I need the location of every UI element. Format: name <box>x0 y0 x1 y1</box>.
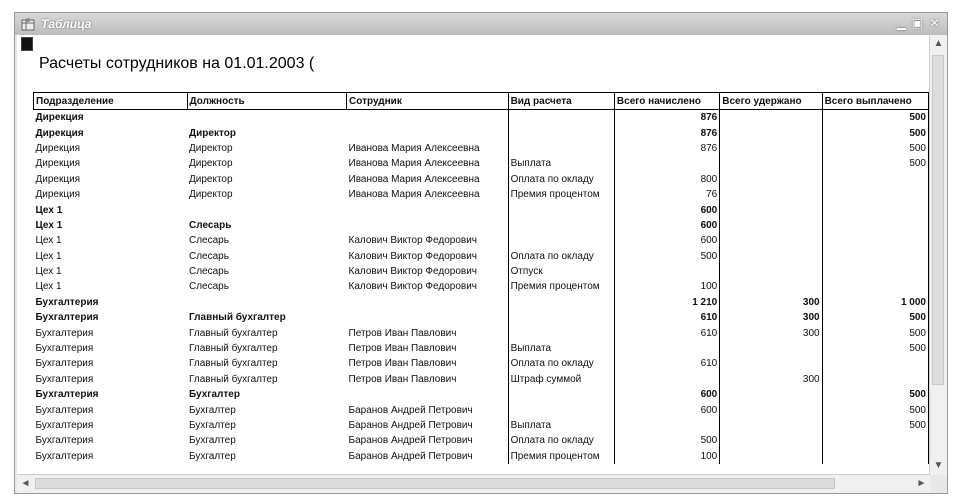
cell-total-paid[interactable]: 1 000 <box>822 295 928 310</box>
table-row[interactable] <box>34 156 929 171</box>
title-bar[interactable] <box>15 13 947 35</box>
cell-position[interactable]: Главный бухгалтер <box>189 373 278 385</box>
table-row[interactable] <box>34 418 929 433</box>
cell-employee[interactable]: Петров Иван Павлович <box>347 372 509 387</box>
cell-position[interactable]: Слесарь <box>189 266 229 278</box>
cell-total-accrued[interactable]: 100 <box>614 279 719 294</box>
report-window <box>14 12 948 494</box>
cell-total-accrued[interactable]: 600 <box>614 202 719 217</box>
cell-calc-type[interactable]: Выплата <box>508 341 614 356</box>
col-header-calc-type[interactable]: Вид расчета <box>508 93 614 110</box>
cell-position[interactable] <box>187 202 347 217</box>
cell-employee[interactable]: Иванова Мария Алексеевна <box>347 187 509 202</box>
table-row[interactable] <box>34 264 929 279</box>
cell-position[interactable]: Бухгалтер <box>189 420 236 431</box>
cell-calc-type[interactable]: Штраф суммой <box>508 372 614 387</box>
report-table <box>33 92 929 464</box>
cell-total-accrued[interactable] <box>614 418 719 433</box>
cell-position[interactable]: Директор <box>189 158 233 170</box>
cell-department[interactable]: Бухгалтерия <box>35 373 94 385</box>
cell-calc-type[interactable] <box>508 110 614 126</box>
cell-employee[interactable]: Петров Иван Павлович <box>347 325 509 340</box>
cell-total-withheld[interactable] <box>720 356 822 371</box>
cell-employee[interactable] <box>347 125 509 140</box>
vertical-scroll-thumb[interactable] <box>932 55 944 385</box>
cell-employee[interactable]: Баранов Андрей Петрович <box>347 402 509 417</box>
cell-calc-type[interactable] <box>508 310 614 325</box>
cell-total-accrued[interactable]: 100 <box>614 449 719 464</box>
cell-total-withheld[interactable] <box>720 202 822 217</box>
col-header-total-withheld[interactable]: Всего удержано <box>720 93 822 110</box>
cell-total-withheld[interactable] <box>720 418 822 433</box>
cell-total-accrued[interactable]: 610 <box>614 310 719 325</box>
report-title: Расчеты сотрудников на 01.01.2003 ( <box>39 55 315 72</box>
scroll-up-icon[interactable]: ▲ <box>933 38 944 49</box>
cell-total-withheld[interactable] <box>720 172 822 187</box>
table-row[interactable] <box>34 218 929 233</box>
cell-position[interactable]: Главный бухгалтер <box>189 343 278 355</box>
report-area <box>17 35 930 475</box>
cell-total-paid[interactable] <box>822 279 928 294</box>
cell-total-paid[interactable] <box>822 187 928 202</box>
cell-calc-type[interactable] <box>508 202 614 217</box>
cell-position[interactable]: Директор <box>189 142 233 154</box>
cell-total-paid[interactable]: 500 <box>822 387 928 402</box>
cell-department[interactable]: Бухгалтерия <box>35 450 94 462</box>
cell-total-withheld[interactable]: 300 <box>720 310 822 325</box>
table-row[interactable] <box>34 356 929 371</box>
cell-department[interactable]: Бухгалтерия <box>35 404 94 416</box>
cell-department[interactable]: Дирекция <box>35 189 81 201</box>
cell-total-withheld[interactable]: 300 <box>720 372 822 387</box>
cell-department[interactable]: Бухгалтерия <box>35 358 94 370</box>
cell-total-accrued[interactable] <box>614 372 719 387</box>
cell-department[interactable]: Дирекция <box>35 173 81 185</box>
cell-employee[interactable]: Калович Виктор Федорович <box>347 279 509 294</box>
cell-position[interactable]: Директор <box>189 173 233 185</box>
horizontal-scroll-thumb[interactable] <box>35 478 835 489</box>
cell-total-withheld[interactable] <box>720 387 822 402</box>
cell-position[interactable]: Бухгалтер <box>189 435 236 447</box>
cell-total-paid[interactable] <box>822 264 928 279</box>
cell-total-accrued[interactable]: 1 210 <box>614 295 719 310</box>
col-header-total-accrued[interactable]: Всего начислено <box>614 93 719 110</box>
cell-department[interactable]: Бухгалтерия <box>35 296 99 308</box>
cell-employee[interactable]: Баранов Андрей Петрович <box>347 449 509 464</box>
close-icon[interactable]: ✕ <box>929 16 940 30</box>
cell-position[interactable]: Главный бухгалтер <box>189 358 278 370</box>
horizontal-scrollbar[interactable] <box>17 474 930 493</box>
select-all-corner[interactable] <box>21 37 33 51</box>
cell-calc-type[interactable] <box>508 295 614 310</box>
cell-total-accrued[interactable]: 610 <box>614 356 719 371</box>
table-row[interactable] <box>34 172 929 187</box>
table-row[interactable] <box>34 433 929 448</box>
cell-total-paid[interactable] <box>822 172 928 187</box>
cell-total-accrued[interactable]: 76 <box>614 187 719 202</box>
scroll-right-icon[interactable]: ► <box>916 478 927 489</box>
cell-position[interactable]: Директор <box>189 127 236 139</box>
cell-total-paid[interactable] <box>822 233 928 248</box>
cell-total-withheld[interactable] <box>720 402 822 417</box>
cell-department[interactable]: Цех 1 <box>35 281 62 293</box>
cell-department[interactable]: Цех 1 <box>35 219 63 231</box>
cell-calc-type[interactable]: Оплата по окладу <box>508 356 614 371</box>
cell-department[interactable]: Дирекция <box>35 158 81 170</box>
table-row[interactable] <box>34 125 929 140</box>
scroll-down-icon[interactable]: ▼ <box>933 460 944 471</box>
cell-calc-type[interactable]: Оплата по окладу <box>508 249 614 264</box>
cell-position[interactable]: Бухгалтер <box>189 389 240 401</box>
cell-total-paid[interactable] <box>822 449 928 464</box>
col-header-total-paid[interactable]: Всего выплачено <box>822 93 928 110</box>
cell-total-paid[interactable]: 500 <box>822 141 928 156</box>
cell-employee[interactable] <box>347 295 509 310</box>
cell-employee[interactable] <box>347 202 509 217</box>
cell-department[interactable]: Бухгалтерия <box>35 343 94 355</box>
cell-total-paid[interactable]: 500 <box>822 156 928 171</box>
window-title: Таблица <box>41 17 92 31</box>
cell-total-paid[interactable]: 500 <box>822 418 928 433</box>
cell-calc-type[interactable]: Премия процентом <box>508 449 614 464</box>
cell-total-accrued[interactable]: 600 <box>614 387 719 402</box>
cell-department[interactable]: Цех 1 <box>35 204 63 216</box>
cell-total-accrued[interactable]: 800 <box>614 172 719 187</box>
cell-total-paid[interactable] <box>822 433 928 448</box>
cell-total-withheld[interactable] <box>720 141 822 156</box>
cell-employee[interactable] <box>347 110 509 126</box>
table-row[interactable] <box>34 202 929 217</box>
table-row[interactable] <box>34 325 929 340</box>
cell-department[interactable]: Цех 1 <box>35 235 62 247</box>
cell-total-accrued[interactable]: 610 <box>614 325 719 340</box>
table-row[interactable] <box>34 387 929 402</box>
cell-department[interactable]: Дирекция <box>35 127 84 139</box>
cell-position[interactable]: Слесарь <box>189 281 229 293</box>
cell-total-accrued[interactable] <box>614 264 719 279</box>
table-row[interactable] <box>34 279 929 294</box>
table-row[interactable] <box>34 449 929 464</box>
cell-employee[interactable]: Петров Иван Павлович <box>347 356 509 371</box>
table-app-icon <box>21 17 35 31</box>
cell-total-withheld[interactable] <box>720 125 822 140</box>
cell-calc-type[interactable]: Отпуск <box>508 264 614 279</box>
cell-employee[interactable]: Калович Виктор Федорович <box>347 233 509 248</box>
cell-calc-type[interactable] <box>508 325 614 340</box>
table-row[interactable] <box>34 249 929 264</box>
cell-employee[interactable]: Калович Виктор Федорович <box>347 249 509 264</box>
cell-calc-type[interactable]: Выплата <box>508 156 614 171</box>
cell-total-accrued[interactable] <box>614 341 719 356</box>
cell-total-withheld[interactable] <box>720 249 822 264</box>
cell-total-accrued[interactable]: 500 <box>614 433 719 448</box>
cell-total-paid[interactable] <box>822 218 928 233</box>
cell-department[interactable]: Бухгалтерия <box>35 327 94 339</box>
cell-calc-type[interactable] <box>508 402 614 417</box>
cell-employee[interactable]: Петров Иван Павлович <box>347 341 509 356</box>
cell-employee[interactable] <box>347 387 509 402</box>
cell-calc-type[interactable] <box>508 387 614 402</box>
table-header-row <box>34 93 929 110</box>
cell-department[interactable]: Бухгалтерия <box>35 312 99 324</box>
cell-total-withheld[interactable] <box>720 279 822 294</box>
cell-calc-type[interactable] <box>508 218 614 233</box>
cell-total-withheld[interactable] <box>720 218 822 233</box>
cell-department[interactable]: Дирекция <box>35 142 81 154</box>
cell-department[interactable]: Дирекция <box>35 112 84 124</box>
cell-total-paid[interactable] <box>822 202 928 217</box>
table-row[interactable] <box>34 295 929 310</box>
cell-total-paid[interactable]: 500 <box>822 341 928 356</box>
cell-employee[interactable] <box>347 218 509 233</box>
cell-total-withheld[interactable]: 300 <box>720 295 822 310</box>
cell-total-paid[interactable] <box>822 356 928 371</box>
cell-calc-type[interactable]: Оплата по окладу <box>508 172 614 187</box>
cell-department[interactable]: Цех 1 <box>35 250 62 262</box>
table-row[interactable] <box>34 341 929 356</box>
cell-employee[interactable]: Иванова Мария Алексеевна <box>347 156 509 171</box>
cell-employee[interactable] <box>347 310 509 325</box>
cell-calc-type[interactable] <box>508 125 614 140</box>
cell-total-accrued[interactable]: 600 <box>614 218 719 233</box>
table-row[interactable] <box>34 141 929 156</box>
table-row[interactable] <box>34 110 929 126</box>
scroll-left-icon[interactable]: ◄ <box>20 478 31 489</box>
cell-position[interactable] <box>187 110 347 126</box>
cell-total-paid[interactable]: 500 <box>822 325 928 340</box>
cell-total-accrued[interactable]: 600 <box>614 233 719 248</box>
cell-employee[interactable]: Иванова Мария Алексеевна <box>347 172 509 187</box>
cell-calc-type[interactable]: Премия процентом <box>508 187 614 202</box>
col-header-department[interactable]: Подразделение <box>34 93 188 110</box>
cell-position[interactable]: Главный бухгалтер <box>189 327 278 339</box>
maximize-icon[interactable]: ▣ <box>911 16 924 30</box>
cell-department[interactable]: Бухгалтерия <box>35 420 94 431</box>
table-row[interactable] <box>34 310 929 325</box>
cell-total-paid[interactable]: 500 <box>822 110 928 126</box>
cell-total-withheld[interactable] <box>720 341 822 356</box>
cell-total-paid[interactable]: 500 <box>822 402 928 417</box>
cell-department[interactable]: Цех 1 <box>35 266 62 278</box>
cell-department[interactable]: Бухгалтерия <box>35 435 94 447</box>
cell-total-withheld[interactable]: 300 <box>720 325 822 340</box>
cell-calc-type[interactable]: Премия процентом <box>508 279 614 294</box>
table-row[interactable] <box>34 372 929 387</box>
cell-total-accrued[interactable]: 600 <box>614 402 719 417</box>
cell-total-paid[interactable]: 500 <box>822 310 928 325</box>
cell-calc-type[interactable] <box>508 233 614 248</box>
cell-position[interactable]: Бухгалтер <box>189 450 236 462</box>
cell-position[interactable]: Слесарь <box>189 219 232 231</box>
cell-position[interactable]: Директор <box>189 189 233 201</box>
cell-total-withheld[interactable] <box>720 233 822 248</box>
cell-total-accrued[interactable]: 500 <box>614 249 719 264</box>
cell-total-withheld[interactable] <box>720 187 822 202</box>
cell-employee[interactable]: Баранов Андрей Петрович <box>347 433 509 448</box>
cell-position[interactable] <box>187 295 347 310</box>
cell-position[interactable]: Главный бухгалтер <box>189 312 286 324</box>
cell-total-withheld[interactable] <box>720 433 822 448</box>
cell-calc-type[interactable] <box>508 141 614 156</box>
cell-total-withheld[interactable] <box>720 449 822 464</box>
cell-total-accrued[interactable]: 876 <box>614 141 719 156</box>
table-row[interactable] <box>34 233 929 248</box>
cell-total-accrued[interactable] <box>614 156 719 171</box>
cell-employee[interactable]: Баранов Андрей Петрович <box>347 418 509 433</box>
table-row[interactable] <box>34 402 929 417</box>
cell-total-withheld[interactable] <box>720 110 822 126</box>
vertical-scrollbar[interactable] <box>929 35 947 475</box>
cell-position[interactable]: Бухгалтер <box>189 404 236 416</box>
cell-total-withheld[interactable] <box>720 264 822 279</box>
table-row[interactable] <box>34 187 929 202</box>
cell-calc-type[interactable]: Выплата <box>508 418 614 433</box>
cell-position[interactable]: Слесарь <box>189 235 229 247</box>
col-header-employee[interactable]: Сотрудник <box>347 93 509 110</box>
col-header-position[interactable]: Должность <box>187 93 347 110</box>
cell-department[interactable]: Бухгалтерия <box>35 389 99 401</box>
cell-total-paid[interactable] <box>822 249 928 264</box>
cell-employee[interactable]: Калович Виктор Федорович <box>347 264 509 279</box>
cell-total-accrued[interactable]: 876 <box>614 110 719 126</box>
cell-total-accrued[interactable]: 876 <box>614 125 719 140</box>
cell-position[interactable]: Слесарь <box>189 250 229 262</box>
cell-calc-type[interactable]: Оплата по окладу <box>508 433 614 448</box>
minimize-icon[interactable]: ▁ <box>896 16 907 30</box>
cell-total-paid[interactable] <box>822 372 928 387</box>
cell-employee[interactable]: Иванова Мария Алексеевна <box>347 141 509 156</box>
cell-total-withheld[interactable] <box>720 156 822 171</box>
cell-total-paid[interactable]: 500 <box>822 125 928 140</box>
